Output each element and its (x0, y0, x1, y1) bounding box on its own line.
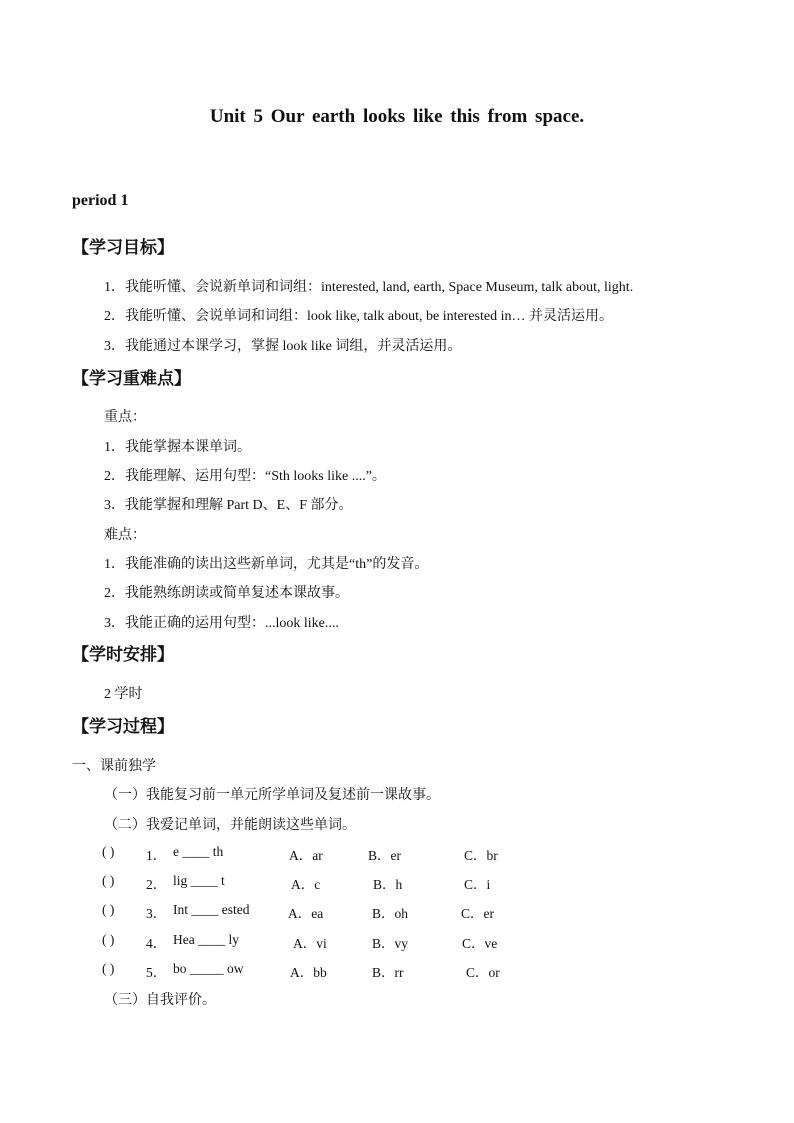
option-b: B．h (373, 877, 403, 892)
difficulty-label: 难点： (104, 528, 146, 543)
option-c: C．br (464, 848, 498, 863)
key-item: 3．我能掌握和理解 Part D、E、F 部分。 (104, 498, 353, 513)
answer-blank: ( ) (102, 873, 115, 888)
option-c: C．ve (462, 936, 498, 951)
option-a: A．vi (293, 936, 327, 951)
difficulty-item: 3．我能正确的运用句型：...look like.... (104, 616, 339, 631)
option-a: A．bb (290, 965, 327, 980)
option-c: C．i (464, 877, 491, 892)
option-a: A．ar (289, 848, 323, 863)
key-item: 2．我能理解、运用句型：“Sth looks like ....”。 (104, 469, 386, 484)
answer-blank: ( ) (102, 932, 115, 947)
option-b: B．rr (372, 965, 404, 980)
answer-blank: ( ) (102, 961, 115, 976)
page-title: Unit 5 Our earth looks like this from space. (209, 106, 585, 127)
key-item: 1．我能掌握本课单词。 (104, 440, 251, 455)
exercise-number: 3． (146, 906, 167, 921)
goal-item: 1．我能听懂、会说新单词和词组：interested, land, earth, Space Museum, talk about, light. (104, 280, 634, 295)
schedule-text: 2 学时 (104, 687, 143, 702)
option-b: B．oh (372, 906, 409, 921)
subsection-three: （三）自我评价。 (104, 993, 216, 1008)
exercise-word: Hea ____ ly (173, 932, 239, 947)
section-heading-process: 【学习过程】 (72, 717, 174, 736)
option-b: B．vy (372, 936, 409, 951)
subsection-two: （二）我爱记单词，并能朗读这些单词。 (104, 818, 356, 833)
option-a: A．c (291, 877, 321, 892)
exercise-word: lig ____ t (173, 873, 225, 888)
difficulty-item: 2．我能熟练朗读或简单复述本课故事。 (104, 586, 349, 601)
section-heading-goals: 【学习目标】 (72, 238, 174, 257)
key-label: 重点： (104, 410, 146, 425)
answer-blank: ( ) (102, 902, 115, 917)
option-a: A．ea (288, 906, 324, 921)
exercise-number: 5． (146, 965, 167, 980)
option-c: C．er (461, 906, 494, 921)
exercise-word: Int ____ ested (173, 902, 250, 917)
option-b: B．er (368, 848, 401, 863)
section-heading-keypoints: 【学习重难点】 (72, 369, 191, 388)
section-heading-schedule: 【学时安排】 (72, 645, 174, 664)
exercise-word: bo _____ ow (173, 961, 244, 976)
answer-blank: ( ) (102, 844, 115, 859)
goal-item: 2．我能听懂、会说单词和词组：look like, talk about, be interested in… 并灵活运用。 (104, 309, 614, 324)
exercise-number: 4． (146, 936, 167, 951)
difficulty-item: 1．我能准确的读出这些新单词，尤其是“th”的发音。 (104, 557, 429, 572)
period-label: period 1 (72, 192, 129, 209)
exercise-word: e ____ th (173, 844, 224, 859)
goal-item: 3．我能通过本课学习，掌握 look like 词组，并灵活运用。 (104, 339, 462, 354)
part-one-label: 一、课前独学 (72, 759, 156, 774)
subsection-one: （一）我能复习前一单元所学单词及复述前一课故事。 (104, 788, 440, 803)
option-c: C．or (466, 965, 500, 980)
exercise-number: 2． (146, 877, 167, 892)
exercise-number: 1． (146, 848, 167, 863)
